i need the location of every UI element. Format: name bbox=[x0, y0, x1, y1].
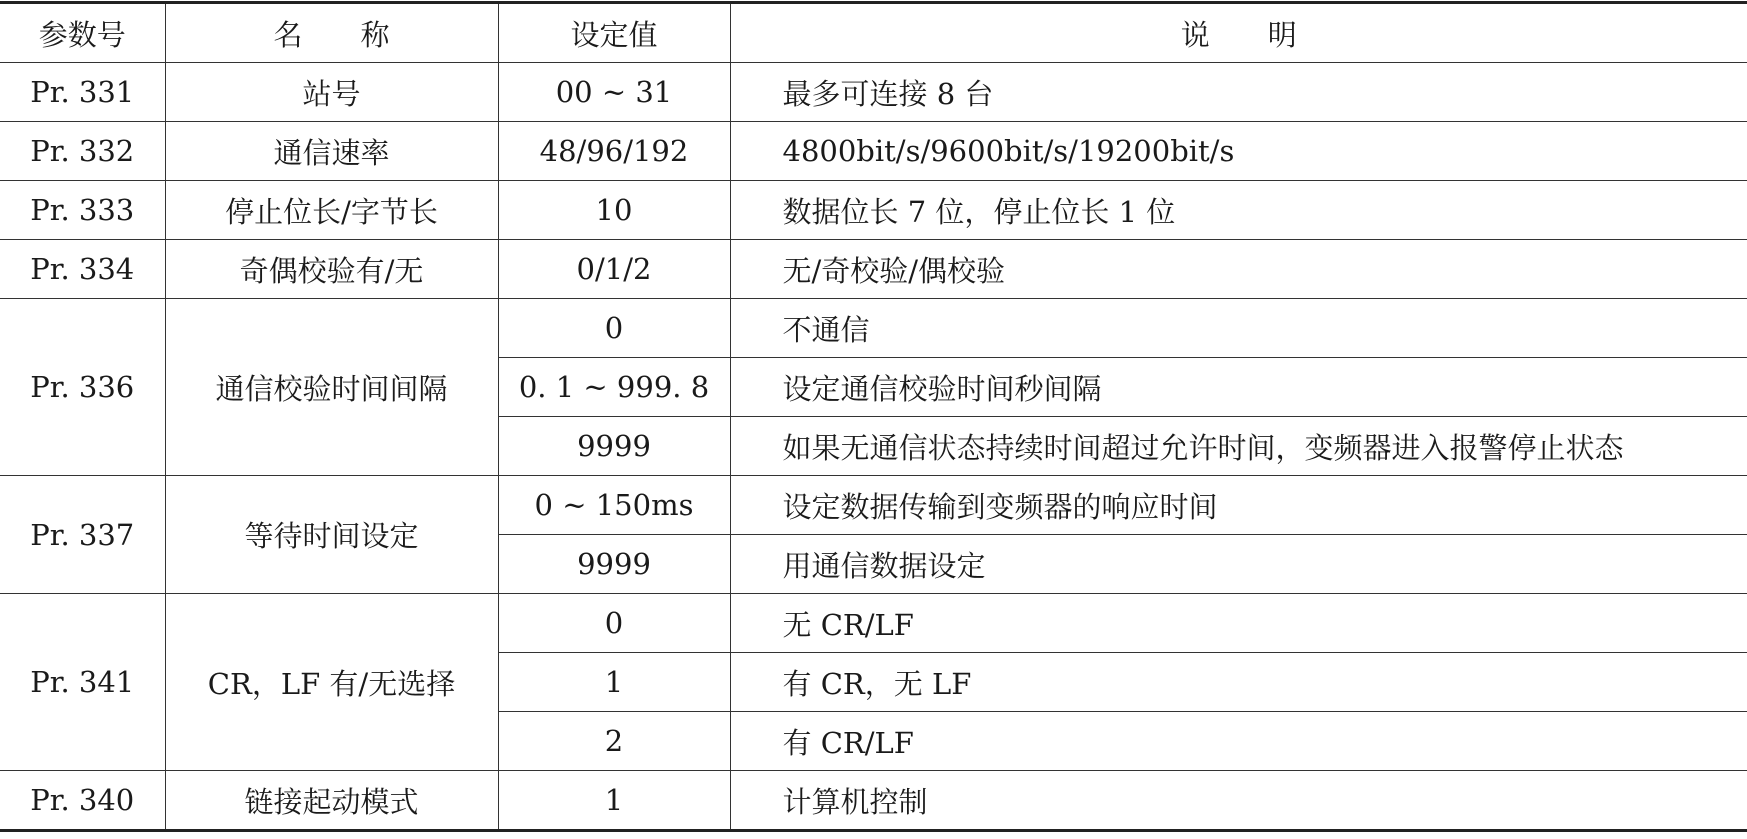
param-number-cell: Pr. 341 bbox=[0, 594, 165, 771]
table-row-pr332 bbox=[0, 122, 1747, 181]
set-value-cell: 0/1/2 bbox=[498, 240, 730, 299]
set-value-cell: 9999 bbox=[498, 535, 730, 594]
description-cell: 无/奇校验/偶校验 bbox=[730, 240, 1747, 299]
description-cell: 设定数据传输到变频器的响应时间 bbox=[730, 476, 1747, 535]
description-cell: 不通信 bbox=[730, 299, 1747, 358]
set-value-cell: 0 bbox=[498, 594, 730, 653]
set-value-cell: 9999 bbox=[498, 417, 730, 476]
set-value-cell: 48/96/192 bbox=[498, 122, 730, 181]
parameter-table bbox=[0, 1, 1747, 832]
table-row-pr337 bbox=[0, 476, 1747, 535]
description-cell: 如果无通信状态持续时间超过允许时间，变频器进入报警停止状态 bbox=[730, 417, 1747, 476]
param-number-cell: Pr. 332 bbox=[0, 122, 165, 181]
description-cell: 有 CR/LF bbox=[730, 712, 1747, 771]
description-cell: 有 CR，无 LF bbox=[730, 653, 1747, 712]
set-value-cell: 00 ~ 31 bbox=[498, 63, 730, 122]
param-number-cell: Pr. 336 bbox=[0, 299, 165, 476]
set-value-cell: 1 bbox=[498, 653, 730, 712]
param-number-cell: Pr. 340 bbox=[0, 771, 165, 831]
set-value-cell: 0 bbox=[498, 299, 730, 358]
description-cell: 最多可连接 8 台 bbox=[730, 63, 1747, 122]
param-number-cell: Pr. 333 bbox=[0, 181, 165, 240]
param-number-cell: Pr. 334 bbox=[0, 240, 165, 299]
param-name-cell: 通信校验时间间隔 bbox=[165, 299, 498, 476]
set-value-cell: 10 bbox=[498, 181, 730, 240]
set-value-cell: 0. 1 ~ 999. 8 bbox=[498, 358, 730, 417]
table-row-pr331 bbox=[0, 63, 1747, 122]
header-name: 名 称 bbox=[165, 3, 498, 63]
description-cell: 用通信数据设定 bbox=[730, 535, 1747, 594]
param-name-cell: 通信速率 bbox=[165, 122, 498, 181]
description-cell: 无 CR/LF bbox=[730, 594, 1747, 653]
table-row-pr336 bbox=[0, 299, 1747, 358]
set-value-cell: 2 bbox=[498, 712, 730, 771]
param-name-cell: 链接起动模式 bbox=[165, 771, 498, 831]
param-name-cell: 停止位长/字节长 bbox=[165, 181, 498, 240]
set-value-cell: 0 ~ 150ms bbox=[498, 476, 730, 535]
set-value-cell: 1 bbox=[498, 771, 730, 831]
description-cell: 计算机控制 bbox=[730, 771, 1747, 831]
table-row-pr340 bbox=[0, 771, 1747, 831]
param-number-cell: Pr. 337 bbox=[0, 476, 165, 594]
header-param-number: 参数号 bbox=[0, 3, 165, 63]
header-description: 说 明 bbox=[730, 3, 1747, 63]
table-row-pr333 bbox=[0, 181, 1747, 240]
param-name-cell: CR，LF 有/无选择 bbox=[165, 594, 498, 771]
param-name-cell: 站号 bbox=[165, 63, 498, 122]
description-cell: 设定通信校验时间秒间隔 bbox=[730, 358, 1747, 417]
header-set-value: 设定值 bbox=[498, 3, 730, 63]
table-header-row bbox=[0, 3, 1747, 63]
description-cell: 4800bit/s/9600bit/s/19200bit/s bbox=[730, 122, 1747, 181]
table-row-pr334 bbox=[0, 240, 1747, 299]
param-name-cell: 等待时间设定 bbox=[165, 476, 498, 594]
description-cell: 数据位长 7 位，停止位长 1 位 bbox=[730, 181, 1747, 240]
param-name-cell: 奇偶校验有/无 bbox=[165, 240, 498, 299]
param-number-cell: Pr. 331 bbox=[0, 63, 165, 122]
table-row-pr341 bbox=[0, 594, 1747, 653]
